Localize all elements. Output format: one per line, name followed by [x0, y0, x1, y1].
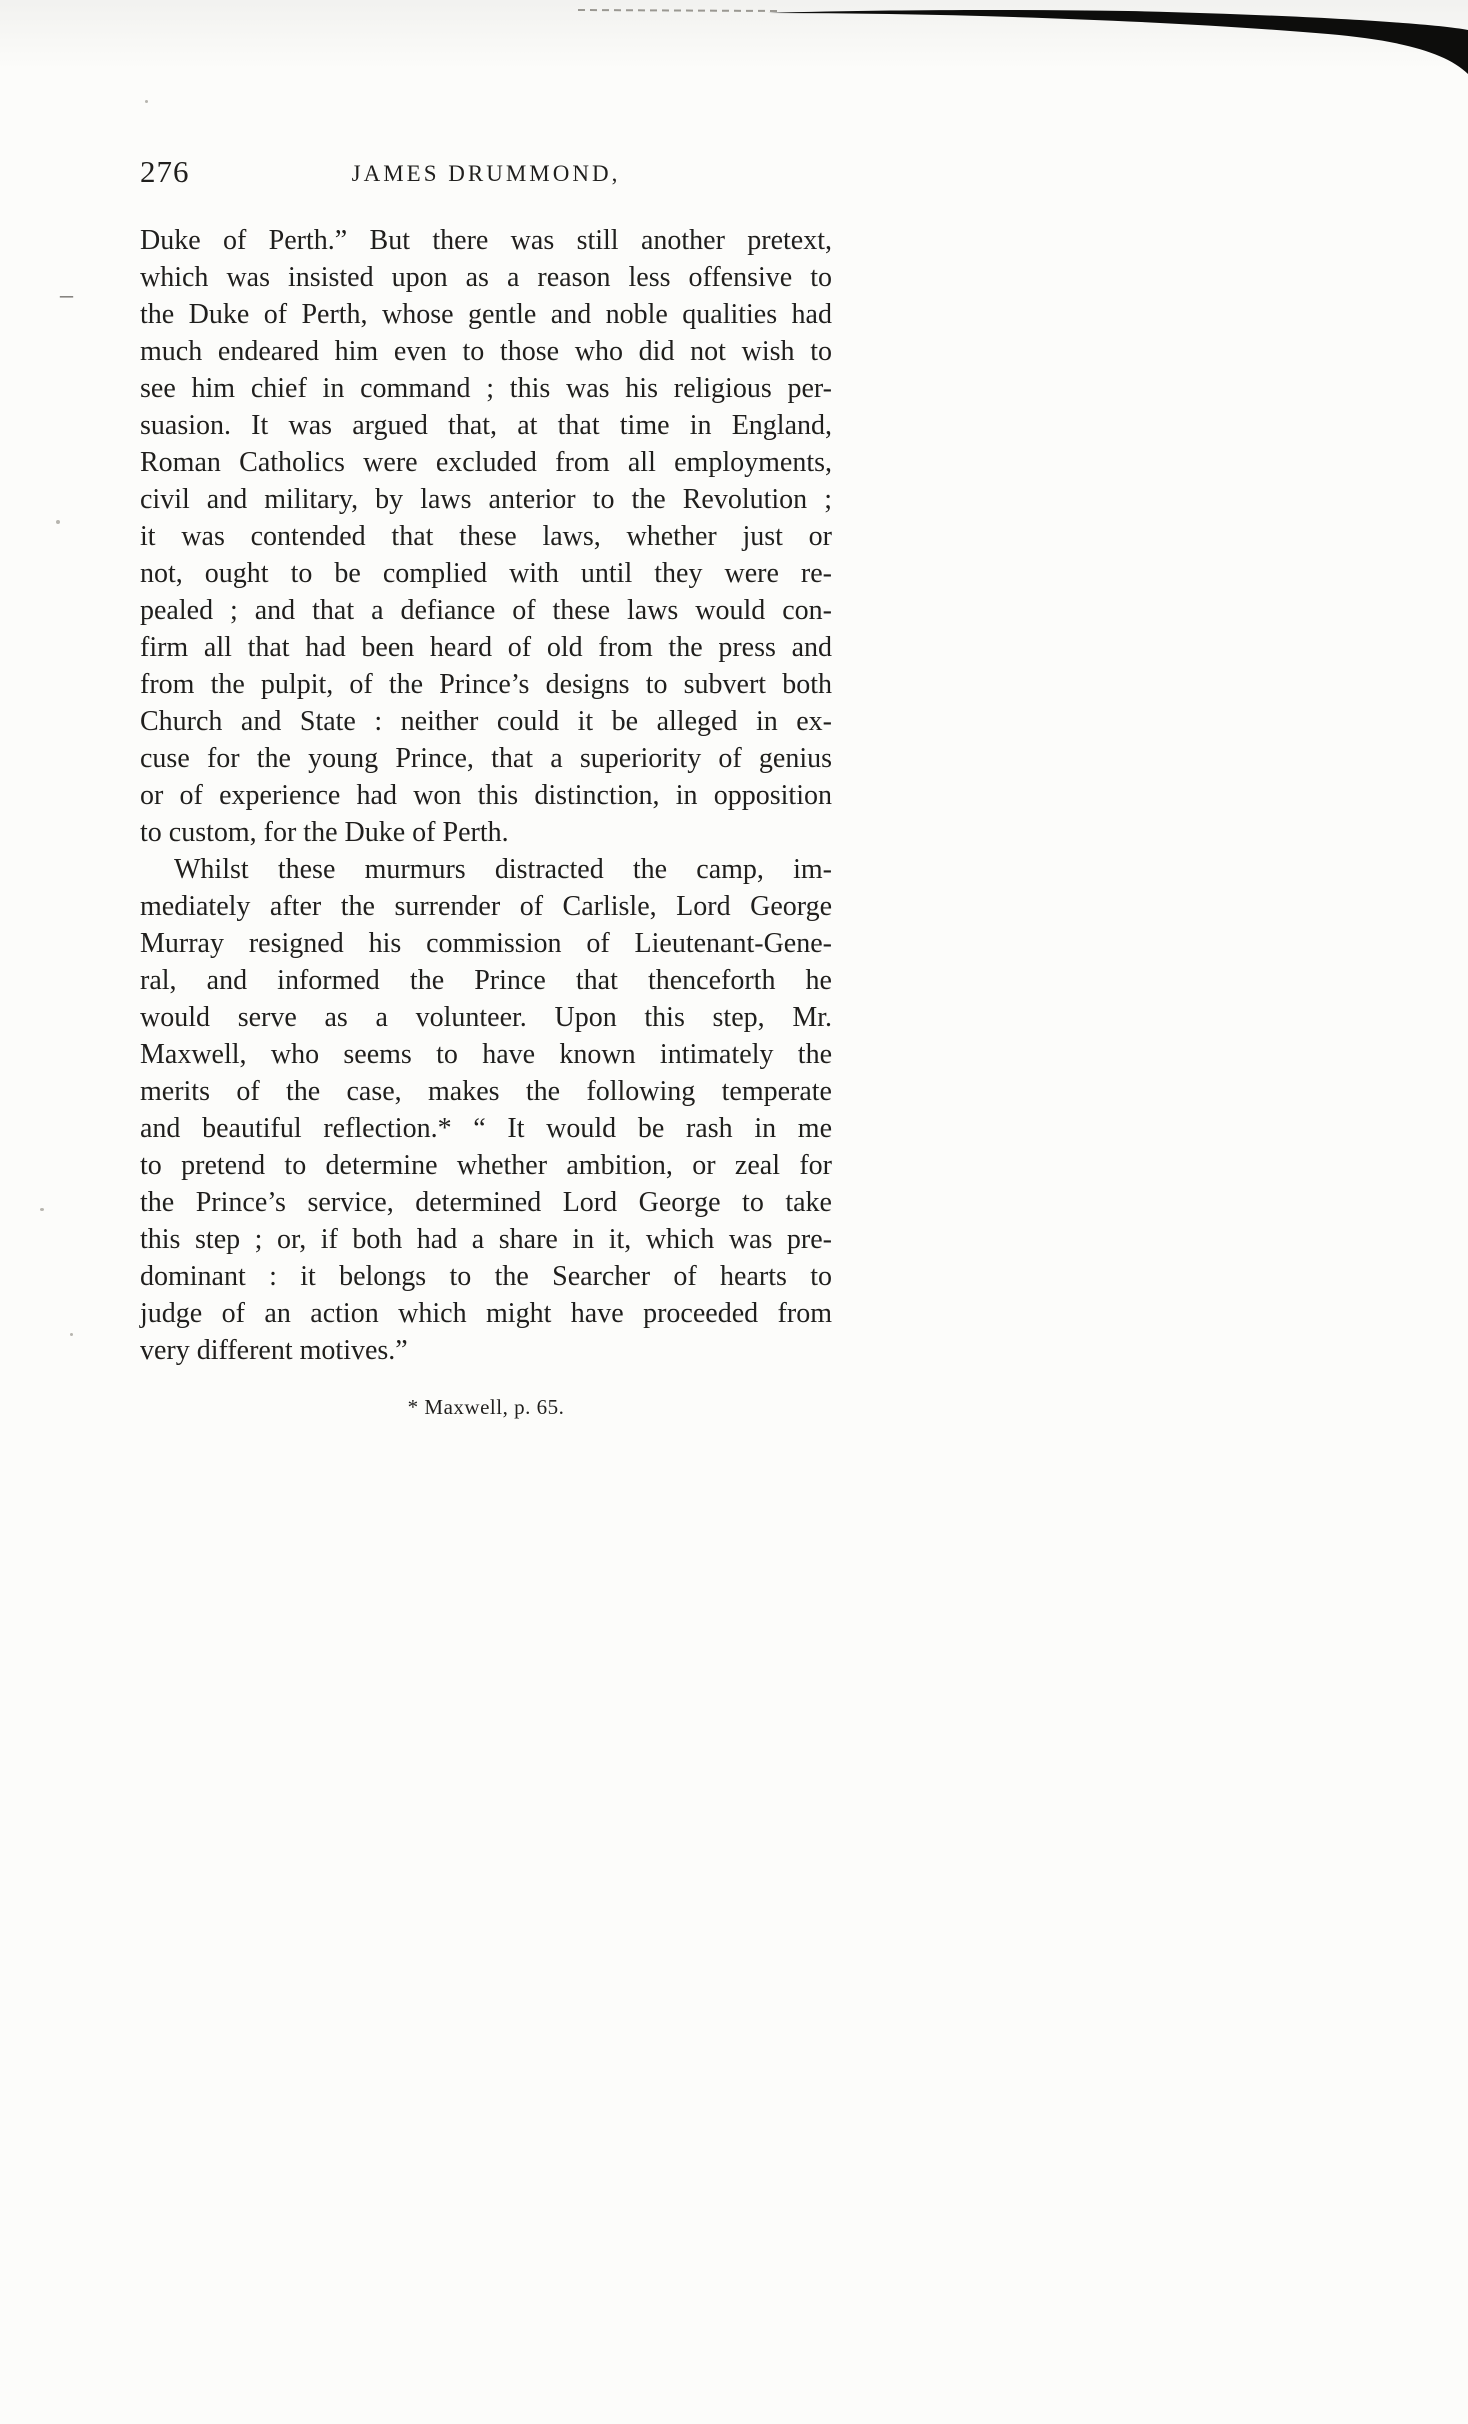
- text-line: the Prince’s service, determined Lord George to take: [140, 1187, 832, 1218]
- text-line: much endeared him even to those who did not wish to: [140, 336, 832, 367]
- text-line: it was contended that these laws, whether just or: [140, 521, 832, 552]
- text-line: mediately after the surrender of Carlisle, Lord George: [140, 891, 832, 922]
- body-text: [140, 222, 832, 1369]
- text-line: would serve as a volunteer. Upon this step, Mr.: [140, 1002, 832, 1033]
- paragraph: [140, 851, 832, 1369]
- text-line: pealed ; and that a defiance of these laws would con-: [140, 595, 832, 626]
- text-line: Duke of Perth.” But there was still another pretext,: [140, 225, 832, 256]
- text-line: dominant : it belongs to the Searcher of hearts to: [140, 1261, 832, 1292]
- text-line: suasion. It was argued that, at that time in England,: [140, 410, 832, 441]
- text-line: Murray resigned his commission of Lieutenant-Gene-: [140, 928, 832, 959]
- text-line: Roman Catholics were excluded from all employments,: [140, 447, 832, 478]
- text-line: firm all that had been heard of old from the press and: [140, 632, 832, 663]
- page-number: 276: [140, 154, 190, 189]
- page-curl-shape: [768, 10, 1468, 74]
- text-line: from the pulpit, of the Prince’s designs to subvert both: [140, 669, 832, 700]
- text-line: very different motives.”: [140, 1335, 408, 1366]
- page-header: [140, 152, 832, 192]
- text-line: judge of an action which might have proceeded from: [140, 1298, 832, 1329]
- text-line: or of experience had won this distinction, in opposition: [140, 780, 832, 811]
- running-header: JAMES DRUMMOND,: [351, 161, 621, 186]
- text-line: see him chief in command ; this was his religious per-: [140, 373, 832, 404]
- scan-edge-dashed-line-artifact: [578, 10, 778, 11]
- page-curl-shadow-artifact: [568, 0, 1468, 110]
- text-line: merits of the case, makes the following temperate: [140, 1076, 832, 1107]
- text-line: to pretend to determine whether ambition, or zeal for: [140, 1150, 832, 1181]
- paragraph: [140, 222, 832, 851]
- scan-speck-artifact: [40, 1208, 44, 1211]
- footnote: * Maxwell, p. 65.: [407, 1395, 565, 1419]
- text-line: which was insisted upon as a reason less offensive to: [140, 262, 832, 293]
- text-line: the Duke of Perth, whose gentle and noble qualities had: [140, 299, 832, 330]
- scan-speck-artifact: [56, 520, 60, 524]
- text-line: Maxwell, who seems to have known intimately the: [140, 1039, 832, 1070]
- text-line: and beautiful reflection.* “ It would be rash in me: [140, 1113, 832, 1144]
- text-column: [140, 152, 832, 1420]
- text-line: ral, and informed the Prince that thenceforth he: [140, 965, 832, 996]
- text-line: this step ; or, if both had a share in it, which was pre-: [140, 1224, 832, 1255]
- text-line: cuse for the young Prince, that a superiority of genius: [140, 743, 832, 774]
- text-line: civil and military, by laws anterior to the Revolution ;: [140, 484, 832, 515]
- text-line: not, ought to be complied with until they were re-: [140, 558, 832, 589]
- text-line: Church and State : neither could it be alleged in ex-: [140, 706, 832, 737]
- scan-speck-artifact: [145, 100, 148, 103]
- scan-speck-artifact: [70, 1333, 73, 1336]
- text-line: Whilst these murmurs distracted the camp, im-: [174, 854, 832, 885]
- margin-mark-artifact: –: [60, 280, 73, 309]
- text-line: to custom, for the Duke of Perth.: [140, 817, 509, 848]
